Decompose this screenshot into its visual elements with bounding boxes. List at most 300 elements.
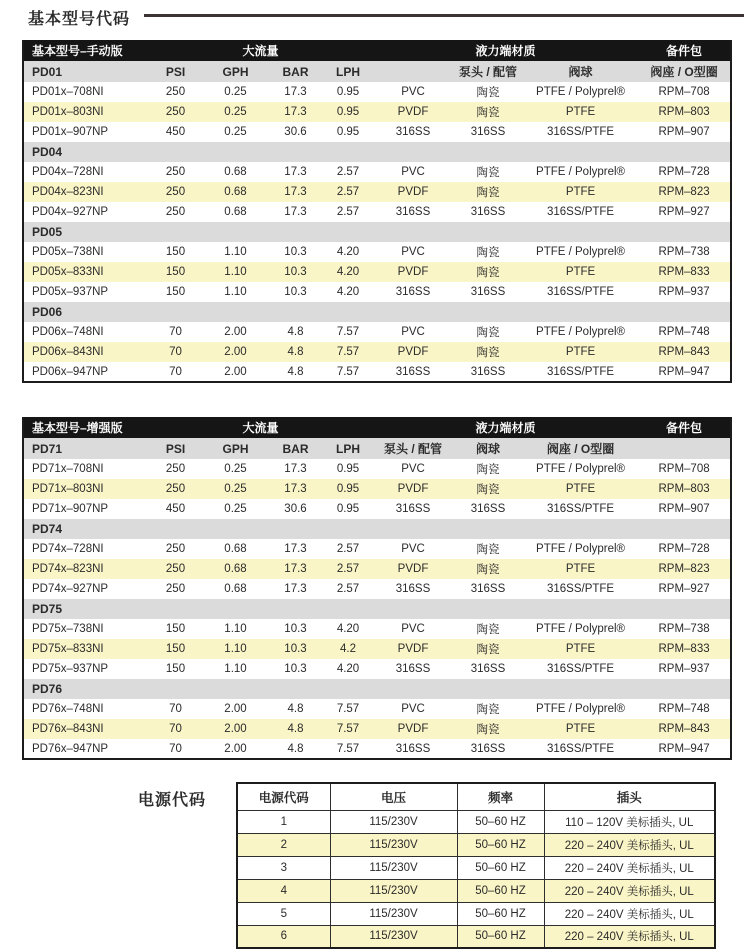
spare-kit-cell: RPM–708 — [658, 463, 710, 475]
gph-cell: 2.00 — [224, 326, 247, 338]
valve-seat-cell: 316SS/PTFE — [546, 503, 615, 515]
group-header-flow: 大流量 — [148, 40, 373, 61]
pump-head-cell: PVC — [401, 463, 425, 475]
pump-head-cell: PVC — [401, 326, 425, 338]
model-cell: PD71x–803NI — [23, 479, 148, 499]
spare-kit-cell: RPM–907 — [658, 126, 710, 138]
valve-seat-cell: PTFE — [523, 262, 638, 282]
model-cell: PD05x–833NI — [23, 262, 148, 282]
pump-head-cell: 316SS — [395, 286, 431, 298]
section-header-row — [23, 222, 731, 242]
valve-ball-cell: 316SS — [470, 365, 506, 378]
column-header-gph: GPH — [203, 61, 268, 82]
psi-cell: 250 — [165, 166, 186, 178]
psi-cell: 250 — [148, 102, 203, 122]
frequency-cell: 50–60 HZ — [457, 925, 544, 948]
lph-cell: 7.57 — [336, 365, 360, 378]
psi-cell: 70 — [169, 365, 182, 378]
plug-cell: 220 – 240V 美标插头, UL — [544, 833, 715, 856]
bar-cell: 30.6 — [284, 503, 307, 515]
valve-ball-cell: 陶瓷 — [453, 719, 523, 739]
lph-cell: 7.57 — [336, 742, 360, 755]
column-header-spare-kit: 阀座 / O型圈 — [638, 61, 731, 82]
valve-ball-cell: 316SS — [470, 206, 506, 218]
model-cell: PD01x–803NI — [23, 102, 148, 122]
valve-ball-cell: 陶瓷 — [453, 262, 523, 282]
lph-cell: 0.95 — [336, 503, 360, 515]
gph-cell: 0.25 — [224, 463, 247, 475]
pump-head-cell: 316SS — [395, 583, 431, 595]
bar-cell: 17.3 — [268, 479, 323, 499]
power-row — [237, 856, 715, 879]
section-label: PD76 — [23, 679, 731, 699]
valve-seat-cell: 316SS/PTFE — [546, 663, 615, 675]
valve-ball-cell: 316SS — [470, 742, 506, 755]
model-row — [23, 122, 731, 142]
model-row — [23, 659, 731, 679]
model-row — [23, 459, 731, 479]
psi-cell: 250 — [165, 206, 186, 218]
model-row — [23, 699, 731, 719]
column-header-model: PD01 — [23, 61, 148, 82]
column-header-pump-head — [373, 61, 453, 82]
pump-head-cell: PVDF — [373, 479, 453, 499]
psi-cell: 250 — [148, 182, 203, 202]
psi-cell: 70 — [169, 326, 182, 338]
column-header-gph: GPH — [203, 438, 268, 459]
model-cell: PD74x–728NI — [32, 543, 104, 555]
gph-cell: 1.10 — [224, 663, 247, 675]
spare-kit-cell: RPM–738 — [658, 246, 710, 258]
valve-seat-cell: PTFE / Polyprel® — [536, 543, 626, 555]
spare-kit-cell: RPM–748 — [658, 326, 710, 338]
group-header-kit: 备件包 — [638, 417, 731, 438]
lph-cell: 4.20 — [336, 623, 360, 635]
gph-cell: 0.25 — [224, 86, 247, 98]
psi-cell: 250 — [148, 559, 203, 579]
valve-seat-cell: PTFE — [523, 719, 638, 739]
power-column-header: 电源代码 — [237, 783, 330, 810]
valve-seat-cell: 316SS/PTFE — [546, 365, 615, 378]
model-row — [23, 202, 731, 222]
column-header-pump-head: 泵头 / 配管 — [373, 438, 453, 459]
valve-seat-cell: 316SS/PTFE — [546, 206, 615, 218]
pump-head-cell: 316SS — [395, 365, 431, 378]
column-header-row — [23, 61, 731, 82]
psi-cell: 250 — [165, 543, 186, 555]
column-header-spare-kit — [638, 438, 731, 459]
section-label: PD05 — [23, 222, 731, 242]
lph-cell: 0.95 — [336, 86, 360, 98]
power-row — [237, 810, 715, 833]
spare-kit-cell: RPM–803 — [638, 479, 731, 499]
model-row — [23, 619, 731, 639]
gph-cell: 2.00 — [224, 703, 247, 715]
spare-kit-cell: RPM–947 — [658, 742, 710, 755]
pump-head-cell: PVDF — [373, 719, 453, 739]
lph-cell: 4.20 — [323, 262, 373, 282]
bar-cell: 17.3 — [284, 583, 307, 595]
psi-cell: 150 — [165, 623, 186, 635]
plug-cell: 220 – 240V 美标插头, UL — [544, 902, 715, 925]
voltage-cell: 115/230V — [330, 833, 457, 856]
valve-ball-cell: 陶瓷 — [476, 544, 500, 556]
bar-cell: 10.3 — [284, 246, 307, 258]
spare-kit-cell: RPM–803 — [638, 102, 731, 122]
valve-ball-cell: 陶瓷 — [476, 327, 500, 339]
valve-ball-cell: 陶瓷 — [476, 704, 500, 716]
valve-seat-cell: PTFE / Polyprel® — [536, 86, 626, 98]
model-cell: PD75x–738NI — [32, 623, 104, 635]
valve-seat-cell: PTFE — [523, 639, 638, 659]
psi-cell: 250 — [165, 583, 186, 595]
valve-ball-cell: 316SS — [470, 583, 506, 595]
spare-kit-cell: RPM–947 — [658, 365, 710, 378]
pump-head-cell: PVDF — [373, 639, 453, 659]
model-cell: PD05x–738NI — [32, 246, 104, 258]
valve-ball-cell: 316SS — [470, 663, 506, 675]
bar-cell: 4.8 — [287, 365, 304, 378]
section-header-row — [23, 679, 731, 699]
valve-seat-cell: PTFE / Polyprel® — [536, 246, 626, 258]
model-cell: PD06x–947NP — [32, 365, 109, 378]
power-code-section — [0, 782, 750, 949]
plug-cell: 220 – 240V 美标插头, UL — [544, 925, 715, 948]
power-column-header: 插头 — [544, 783, 715, 810]
gph-cell: 2.00 — [203, 342, 268, 362]
pump-head-cell: PVC — [401, 703, 425, 715]
spare-kit-cell: RPM–823 — [638, 182, 731, 202]
lph-cell: 2.57 — [336, 543, 360, 555]
pump-head-cell: PVDF — [373, 559, 453, 579]
gph-cell: 0.25 — [203, 102, 268, 122]
bar-cell: 4.8 — [268, 719, 323, 739]
model-cell: PD71x–708NI — [32, 463, 104, 475]
gph-cell: 1.10 — [224, 286, 247, 298]
pump-head-cell: 316SS — [395, 503, 431, 515]
frequency-cell: 50–60 HZ — [457, 810, 544, 833]
column-header-row — [23, 438, 731, 459]
model-cell: PD76x–843NI — [23, 719, 148, 739]
valve-ball-cell: 陶瓷 — [453, 559, 523, 579]
lph-cell: 7.57 — [323, 719, 373, 739]
voltage-cell: 115/230V — [330, 810, 457, 833]
gph-cell: 2.00 — [224, 365, 247, 378]
spare-kit-cell: RPM–907 — [658, 503, 710, 515]
psi-cell: 150 — [165, 246, 186, 258]
lph-cell: 2.57 — [323, 559, 373, 579]
power-row — [237, 925, 715, 948]
power-code-label: 电源代码 — [138, 792, 207, 809]
section-header-row — [23, 142, 731, 162]
valve-seat-cell: PTFE / Polyprel® — [536, 623, 626, 635]
bar-cell: 4.8 — [287, 703, 304, 715]
pump-head-cell: PVC — [401, 623, 425, 635]
spare-kit-cell: RPM–843 — [638, 342, 731, 362]
lph-cell: 2.57 — [336, 583, 360, 595]
valve-seat-cell: PTFE / Polyprel® — [536, 166, 626, 178]
voltage-cell: 115/230V — [330, 925, 457, 948]
gph-cell: 0.25 — [224, 503, 247, 515]
lph-cell: 4.2 — [323, 639, 373, 659]
model-row — [23, 322, 731, 342]
power-row — [237, 902, 715, 925]
column-header-valve-seat: 阀球 — [523, 61, 638, 82]
column-header-model: PD71 — [23, 438, 148, 459]
group-header-material: 液力端材质 — [373, 40, 638, 61]
lph-cell: 7.57 — [323, 342, 373, 362]
model-cell: PD04x–823NI — [23, 182, 148, 202]
page-title: 基本型号代码 — [28, 10, 131, 28]
power-row — [237, 879, 715, 902]
gph-cell: 0.25 — [224, 126, 247, 138]
spare-kit-cell: RPM–728 — [658, 166, 710, 178]
model-row — [23, 479, 731, 499]
model-row — [23, 282, 731, 302]
page-heading — [0, 0, 750, 26]
lph-cell: 2.57 — [336, 206, 360, 218]
section-header-row — [23, 599, 731, 619]
model-row — [23, 499, 731, 519]
model-row — [23, 342, 731, 362]
lph-cell: 0.95 — [323, 102, 373, 122]
voltage-cell: 115/230V — [330, 879, 457, 902]
bar-cell: 30.6 — [284, 126, 307, 138]
valve-seat-cell: PTFE / Polyprel® — [536, 326, 626, 338]
lph-cell: 0.95 — [336, 126, 360, 138]
spare-kit-cell: RPM–738 — [658, 623, 710, 635]
model-row — [23, 162, 731, 182]
code-cell: 1 — [237, 810, 330, 833]
power-column-header: 频率 — [457, 783, 544, 810]
bar-cell: 17.3 — [284, 86, 307, 98]
spare-kit-cell: RPM–833 — [638, 639, 731, 659]
model-row — [23, 539, 731, 559]
pump-head-cell: 316SS — [395, 126, 431, 138]
bar-cell: 10.3 — [268, 262, 323, 282]
model-cell: PD05x–937NP — [32, 286, 109, 298]
column-header-valve-ball: 泵头 / 配管 — [453, 61, 523, 82]
section-label: PD06 — [23, 302, 731, 322]
spare-kit-cell: RPM–748 — [658, 703, 710, 715]
group-header-kit: 备件包 — [638, 40, 731, 61]
model-cell: PD71x–907NP — [32, 503, 109, 515]
valve-ball-cell: 陶瓷 — [476, 167, 500, 179]
column-header-bar: BAR — [268, 61, 323, 82]
model-row — [23, 739, 731, 759]
model-cell: PD75x–833NI — [23, 639, 148, 659]
gph-cell: 1.10 — [203, 262, 268, 282]
pump-head-cell: PVC — [401, 543, 425, 555]
bar-cell: 17.3 — [284, 463, 307, 475]
valve-seat-cell: PTFE / Polyprel® — [536, 703, 626, 715]
model-row — [23, 182, 731, 202]
psi-cell: 150 — [148, 639, 203, 659]
gph-cell: 1.10 — [224, 623, 247, 635]
enhanced-model-table — [22, 417, 732, 760]
valve-ball-cell: 陶瓷 — [453, 639, 523, 659]
frequency-cell: 50–60 HZ — [457, 902, 544, 925]
psi-cell: 70 — [169, 742, 182, 755]
power-row — [237, 833, 715, 856]
bar-cell: 4.8 — [287, 742, 304, 755]
model-row — [23, 559, 731, 579]
pump-head-cell: 316SS — [395, 742, 431, 755]
lph-cell: 0.95 — [323, 479, 373, 499]
spare-kit-cell: RPM–927 — [658, 583, 710, 595]
valve-ball-cell: 陶瓷 — [453, 182, 523, 202]
gph-cell: 0.68 — [224, 166, 247, 178]
column-header-lph: LPH — [323, 438, 373, 459]
lph-cell: 2.57 — [323, 182, 373, 202]
psi-cell: 450 — [165, 503, 186, 515]
spare-kit-cell: RPM–728 — [658, 543, 710, 555]
valve-ball-cell: 陶瓷 — [476, 247, 500, 259]
power-code-table — [236, 782, 716, 949]
psi-cell: 450 — [165, 126, 186, 138]
valve-ball-cell: 陶瓷 — [476, 624, 500, 636]
bar-cell: 17.3 — [268, 559, 323, 579]
spare-kit-cell: RPM–937 — [658, 663, 710, 675]
model-cell: PD74x–823NI — [23, 559, 148, 579]
power-column-header: 电压 — [330, 783, 457, 810]
frequency-cell: 50–60 HZ — [457, 833, 544, 856]
psi-cell: 250 — [165, 86, 186, 98]
group-header-material: 液力端材质 — [373, 417, 638, 438]
model-cell: PD76x–947NP — [32, 742, 109, 755]
lph-cell: 0.95 — [336, 463, 360, 475]
bar-cell: 4.8 — [287, 326, 304, 338]
column-header-psi: PSI — [148, 61, 203, 82]
code-cell: 2 — [237, 833, 330, 856]
section-label: PD75 — [23, 599, 731, 619]
psi-cell: 70 — [148, 342, 203, 362]
column-header-valve-seat: 阀座 / O型圈 — [523, 438, 638, 459]
model-cell: PD01x–708NI — [32, 86, 104, 98]
bar-cell: 17.3 — [284, 543, 307, 555]
model-cell: PD01x–907NP — [32, 126, 109, 138]
valve-ball-cell: 陶瓷 — [476, 464, 500, 476]
model-row — [23, 579, 731, 599]
lph-cell: 4.20 — [336, 246, 360, 258]
pump-head-cell: PVC — [401, 86, 425, 98]
gph-cell: 1.10 — [224, 246, 247, 258]
valve-ball-cell: 陶瓷 — [453, 342, 523, 362]
code-cell: 4 — [237, 879, 330, 902]
lph-cell: 2.57 — [336, 166, 360, 178]
spare-kit-cell: RPM–927 — [658, 206, 710, 218]
model-cell: PD04x–728NI — [32, 166, 104, 178]
psi-cell: 250 — [165, 463, 186, 475]
psi-cell: 150 — [148, 262, 203, 282]
model-row — [23, 102, 731, 122]
spare-kit-cell: RPM–708 — [658, 86, 710, 98]
bar-cell: 17.3 — [268, 102, 323, 122]
column-header-lph: LPH — [323, 61, 373, 82]
model-row — [23, 82, 731, 102]
pump-head-cell: 316SS — [395, 206, 431, 218]
section-label: PD74 — [23, 519, 731, 539]
model-row — [23, 362, 731, 382]
bar-cell: 10.3 — [284, 663, 307, 675]
model-row — [23, 639, 731, 659]
valve-seat-cell: PTFE — [523, 559, 638, 579]
section-header-row — [23, 519, 731, 539]
lph-cell: 4.20 — [336, 286, 360, 298]
table-title: 基本型号–手动版 — [23, 40, 148, 61]
valve-seat-cell: 316SS/PTFE — [546, 286, 615, 298]
bar-cell: 17.3 — [268, 182, 323, 202]
heading-rule — [144, 14, 744, 17]
frequency-cell: 50–60 HZ — [457, 856, 544, 879]
valve-ball-cell: 316SS — [470, 126, 506, 138]
model-row — [23, 719, 731, 739]
gph-cell: 2.00 — [224, 742, 247, 755]
valve-seat-cell: PTFE / Polyprel® — [536, 463, 626, 475]
gph-cell: 1.10 — [203, 639, 268, 659]
gph-cell: 0.68 — [224, 583, 247, 595]
valve-seat-cell: 316SS/PTFE — [546, 742, 615, 755]
valve-seat-cell: 316SS/PTFE — [546, 126, 615, 138]
valve-seat-cell: PTFE — [523, 102, 638, 122]
code-cell: 5 — [237, 902, 330, 925]
valve-seat-cell: PTFE — [523, 182, 638, 202]
psi-cell: 150 — [165, 663, 186, 675]
table-title: 基本型号–增强版 — [23, 417, 148, 438]
bar-cell: 10.3 — [268, 639, 323, 659]
valve-seat-cell: PTFE — [523, 342, 638, 362]
model-cell: PD06x–748NI — [32, 326, 104, 338]
valve-seat-cell: 316SS/PTFE — [546, 583, 615, 595]
gph-cell: 0.25 — [203, 479, 268, 499]
model-cell: PD76x–748NI — [32, 703, 104, 715]
plug-cell: 110 – 120V 美标插头, UL — [544, 810, 715, 833]
psi-cell: 70 — [169, 703, 182, 715]
valve-ball-cell: 陶瓷 — [453, 479, 523, 499]
section-header-row — [23, 302, 731, 322]
pump-head-cell: PVC — [401, 246, 425, 258]
pump-head-cell: PVDF — [373, 182, 453, 202]
code-cell: 6 — [237, 925, 330, 948]
lph-cell: 7.57 — [336, 703, 360, 715]
column-header-bar: BAR — [268, 438, 323, 459]
plug-cell: 220 – 240V 美标插头, UL — [544, 856, 715, 879]
spare-kit-cell: RPM–833 — [638, 262, 731, 282]
valve-ball-cell: 陶瓷 — [476, 87, 500, 99]
pump-head-cell: PVDF — [373, 262, 453, 282]
model-row — [23, 262, 731, 282]
column-header-psi: PSI — [148, 438, 203, 459]
bar-cell: 10.3 — [284, 623, 307, 635]
voltage-cell: 115/230V — [330, 902, 457, 925]
pump-head-cell: 316SS — [395, 663, 431, 675]
gph-cell: 0.68 — [224, 206, 247, 218]
gph-cell: 0.68 — [203, 182, 268, 202]
bar-cell: 17.3 — [284, 206, 307, 218]
psi-cell: 150 — [165, 286, 186, 298]
section-label: PD04 — [23, 142, 731, 162]
voltage-cell: 115/230V — [330, 856, 457, 879]
spare-kit-cell: RPM–937 — [658, 286, 710, 298]
valve-ball-cell: 316SS — [470, 503, 506, 515]
lph-cell: 7.57 — [336, 326, 360, 338]
spare-kit-cell: RPM–843 — [638, 719, 731, 739]
bar-cell: 17.3 — [284, 166, 307, 178]
table-title-row — [23, 417, 731, 438]
frequency-cell: 50–60 HZ — [457, 879, 544, 902]
model-cell: PD75x–937NP — [32, 663, 109, 675]
psi-cell: 250 — [148, 479, 203, 499]
